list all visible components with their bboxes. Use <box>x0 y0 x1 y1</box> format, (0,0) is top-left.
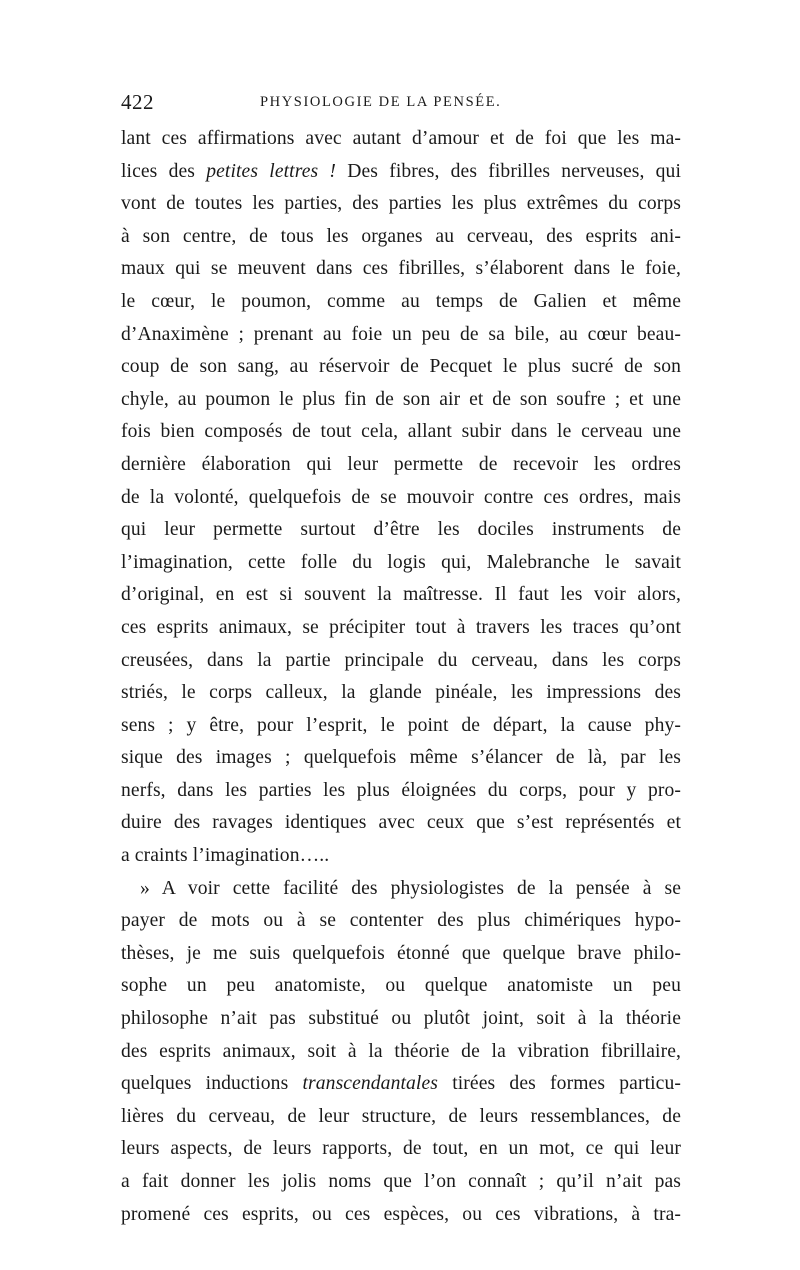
text-line: qui leur permette surtout d’être les dociles instruments de <box>121 519 681 541</box>
text-line: lières du cerveau, de leur structure, de leurs ressemblances, de <box>121 1105 681 1127</box>
text-line: vont de toutes les parties, des parties les plus extrêmes du corps <box>121 193 681 215</box>
text-line <box>121 156 681 189</box>
text-line: duire des ravages identiques avec ceux que s’est représentés et <box>121 812 681 834</box>
text-line: thèses, je me suis quelquefois étonné que quelque brave philo- <box>121 942 681 964</box>
text-line: a fait donner les jolis noms que l’on connaît ; qu’il n’ait pas <box>121 1171 681 1192</box>
paragraph-start-line: » A voir cette facilité des physiologistes de la pensée à se <box>140 877 681 899</box>
text-line: maux qui se meuvent dans ces fibrilles, s’élaborent dans le foie, <box>121 258 681 280</box>
text-line: à son centre, de tous les organes au cerveau, des esprits ani- <box>121 225 681 247</box>
text-line: des esprits animaux, soit à la théorie de la vibration fibrillaire, <box>121 1040 681 1062</box>
paragraph-end-line: a craints l’imagination….. <box>121 845 330 867</box>
text-line: chyle, au poumon le plus fin de son air et de son soufre ; et une <box>121 388 681 410</box>
text-line: sens ; y être, pour l’esprit, le point de départ, la cause phy- <box>121 714 681 736</box>
running-head <box>121 90 679 116</box>
text-line: nerfs, dans les parties les plus éloignées du corps, pour y pro- <box>121 779 681 801</box>
text-line: sophe un peu anatomiste, ou quelque anatomiste un peu <box>121 975 681 997</box>
text-line: coup de son sang, au réservoir de Pecquet le plus sucré de son <box>121 356 681 378</box>
text-line: promené ces esprits, ou ces espèces, ou ces vibrations, à tra- <box>121 1203 681 1225</box>
text-line: leurs aspects, de leurs rapports, de tout, en un mot, ce qui leur <box>121 1138 681 1160</box>
text-line: ces esprits animaux, se précipiter tout à travers les traces qu’ont <box>121 616 681 638</box>
text-line: de la volonté, quelquefois de se mouvoir contre ces ordres, mais <box>121 486 681 508</box>
text-line: dernière élaboration qui leur permette de recevoir les ordres <box>121 453 681 475</box>
text-line: l’imagination, cette folle du logis qui, Malebranche le savait <box>121 551 681 573</box>
text-line: striés, le corps calleux, la glande pinéale, les impressions des <box>121 682 681 704</box>
body-text <box>121 123 681 1231</box>
text-line: d’original, en est si souvent la maîtresse. Il faut les voir alors, <box>121 584 681 606</box>
text-line: sique des images ; quelquefois même s’élancer de là, par les <box>121 747 681 769</box>
text-line: payer de mots ou à se contenter des plus chimériques hypo- <box>121 910 681 932</box>
text-run: quelques inductions <box>121 1073 303 1095</box>
text-run: Des fibres, des fibrilles nerveuses, qui <box>336 160 681 182</box>
text-run: lices des <box>121 160 207 182</box>
page-number: 422 <box>121 90 154 114</box>
text-line: le cœur, le poumon, comme au temps de Galien et même <box>121 290 681 312</box>
text-line: creusées, dans la partie principale du cerveau, dans les corps <box>121 649 681 671</box>
text-line: d’Anaximène ; prenant au foie un peu de sa bile, au cœur beau- <box>121 323 681 345</box>
text-run: tirées des formes particu- <box>437 1073 681 1095</box>
italic-phrase: transcendantales <box>302 1073 438 1095</box>
italic-phrase: petites lettres ! <box>206 160 337 182</box>
text-line <box>121 1068 681 1101</box>
text-line: lant ces affirmations avec autant d’amour et de foi que les ma- <box>121 128 681 149</box>
text-line: philosophe n’ait pas substitué ou plutôt joint, soit à la théorie <box>121 1008 681 1030</box>
text-line: fois bien composés de tout cela, allant subir dans le cerveau une <box>121 421 681 443</box>
running-title: PHYSIOLOGIE DE LA PENSÉE. <box>260 94 502 110</box>
